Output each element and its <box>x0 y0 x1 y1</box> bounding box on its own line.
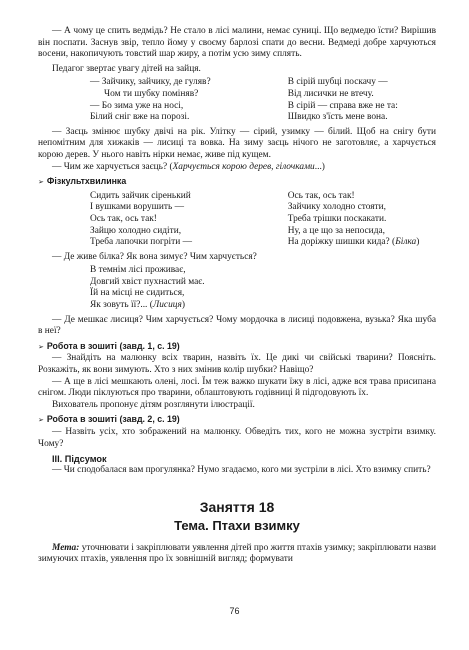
poem-hare-left <box>90 77 288 123</box>
poem-line: Треба трішки поскакати. <box>287 213 387 224</box>
poem-line: Треба лапочки погріти — <box>90 237 192 248</box>
poem-line <box>288 237 436 249</box>
paragraph-hare-food <box>38 162 436 174</box>
poem-line: Зайцю холодно сидіти, <box>90 225 182 236</box>
poem-fizkult-right <box>288 191 436 249</box>
poem-fox <box>38 265 436 311</box>
lesson-topic: Тема. Птахи взимку <box>174 517 300 533</box>
text-span: На доріжку шишки кида? ( <box>287 237 396 248</box>
poem-line <box>90 300 436 312</box>
poem-line: — Зайчику, зайчику, де гуляв? <box>90 77 211 88</box>
poem-line: Від лисички не втечу. <box>287 88 374 99</box>
answer-italic: Білка <box>395 237 417 248</box>
page-content <box>38 26 436 566</box>
goal-label: Мета: <box>52 542 80 553</box>
arrow-bullet-icon: ➢ <box>38 343 44 351</box>
paragraph-name-all: — Назвіть усіх, хто зображений на малюнку. Обведіть тих, кого не можна зустріти взимку. Чому? <box>38 427 436 449</box>
poem-line: Чом ти шубку поміняв? <box>104 88 199 99</box>
heading-label: Робота в зошиті <box>46 414 118 425</box>
lesson-title: Заняття 18 <box>199 498 275 515</box>
answer-italic: Лисиця <box>152 300 182 311</box>
poem-line: В сірій — справа вже не та: <box>287 100 398 111</box>
poem-line: В темнім лісі проживає, <box>90 265 186 276</box>
poem-line: В сірій шубці поскачу — <box>287 77 388 88</box>
poem-fizkult-left <box>90 191 288 249</box>
paragraph-fox-question: — Де мешкає лисиця? Чим харчується? Чому мордочка в лисиці подовжена, вузька? Яка шуба в неї? <box>38 314 436 337</box>
page-number: 76 <box>229 606 240 616</box>
text-span: ) <box>416 237 420 248</box>
poem-fizkult <box>38 191 436 249</box>
paragraph-illustrations: Вихователь пропонує дітям розглянути ілюстрації. <box>52 399 255 410</box>
text-span: — Чим же харчується заєць? ( <box>52 161 173 172</box>
heading-fizkult <box>38 176 436 189</box>
arrow-bullet-icon: ➢ <box>38 417 44 425</box>
poem-line: Зайчику холодно стояти, <box>287 202 386 213</box>
poem-line: Довгий хвіст пухнастий має. <box>90 276 205 287</box>
poem-line: І вушками ворушить — <box>90 202 184 213</box>
paragraph-summary: — Чи сподобалася вам прогулянка? Нумо згадаємо, кого ми зустріли в лісі. Хто взимку спить? <box>52 465 431 476</box>
heading-ref: (завд. 1, с. 19) <box>119 340 180 351</box>
text-span: Як зовуть її?... ( <box>90 300 153 311</box>
poem-line: Білий сніг вже на порозі. <box>90 112 190 123</box>
arrow-bullet-icon: ➢ <box>38 179 44 187</box>
heading-ref: (завд. 2, с. 19) <box>119 414 180 425</box>
poem-line: Ну, а це що за непосида, <box>287 225 385 236</box>
heading-workbook-2 <box>38 414 436 427</box>
paragraph-find-animals: — Знайдіть на малюнку всіх тварин, назвіть їх. Це дикі чи свійські тварини? Поясніть. Розкажіть, як вони зимують. Хто з них змінив колір шубки? Навіщо? <box>38 353 436 376</box>
heading-label: Робота в зошиті <box>46 340 118 351</box>
lesson-goal <box>38 543 436 566</box>
poem-line: — Бо зима уже на носі, <box>90 100 184 111</box>
text-span: ) <box>181 300 185 311</box>
poem-line: Сидить зайчик сіренький <box>90 190 191 201</box>
poem-hare-right <box>288 77 436 123</box>
poem-hare <box>38 77 436 123</box>
heading-label: Фізкультхвилинка <box>46 176 127 187</box>
goal-text: уточнювати і закріплювати уявлення дітей про життя птахів узимку; закріплювати назви зимуючих птахів, уявлення про їх зовнішній вигляд; формувати <box>38 542 436 565</box>
paragraph-deer: — А ще в лісі мешкають олені, лосі. Їм теж важко шукати їжу в лісі, адже вся трава присипана снігом. Люди піклуються про тварини, облаштовують годівниці й підгодовують їх. <box>38 376 436 399</box>
paragraph-bear: — А чому це спить ведмідь? Не стало в лісі малини, немає суниці. Що ведмедю їсти? Вирішив він поспати. Заснув звір, тепло йому у своєму барлозі спати до весни. Ведмеді добре харчуються восени, накопичують товстий шар жиру, а потім усю зиму сплять. <box>38 26 436 60</box>
answer-italic: Харчується корою дерев, гілочками <box>172 161 315 172</box>
paragraph-hare-fur: — Заєць змінює шубку двічі на рік. Улітку — сірий, узимку — білий. Щоб на снігу бути непомітним для хижаків — лисиці та вовка. На зиму заєць нічого не заготовляє, а харчується корою дерев. У нього навіть нірки немає, живе під кущем. <box>38 126 436 160</box>
heading-summary: ІІІ. Підсумок <box>52 454 107 465</box>
paragraph-teacher-hare: Педагог звертає увагу дітей на зайця. <box>52 63 201 74</box>
text-span: ...) <box>314 161 325 172</box>
poem-line: Ось так, ось так! <box>287 190 355 201</box>
poem-line: Ось так, ось так! <box>90 213 157 224</box>
poem-line: Швидко з'їсть мене вона. <box>287 112 388 123</box>
paragraph-squirrel-question: — Де живе білка? Як вона зимує? Чим харчується? <box>52 251 257 262</box>
heading-workbook-1 <box>38 341 436 354</box>
poem-line: Їй на місці не сидиться, <box>90 288 185 299</box>
